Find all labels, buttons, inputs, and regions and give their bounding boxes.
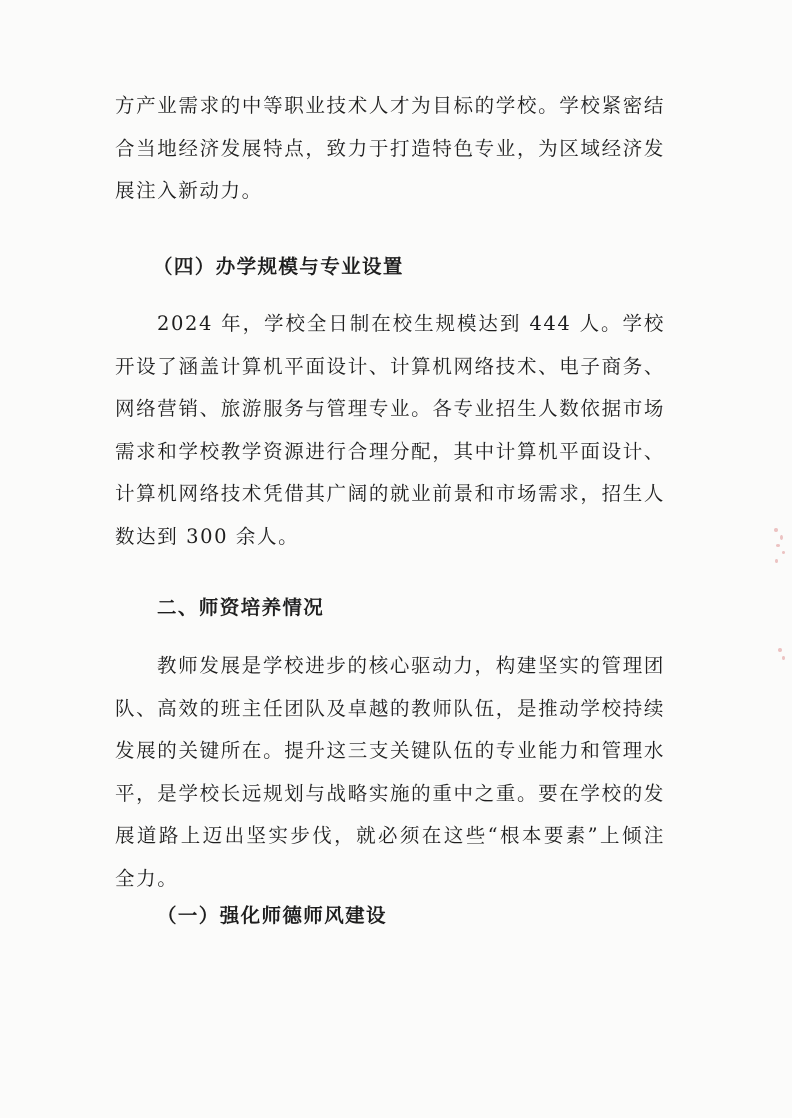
chapter-heading-teacher-training: 二、师资培养情况 bbox=[157, 596, 325, 619]
section-heading-scale-and-majors: （四）办学规模与专业设置 bbox=[153, 255, 404, 278]
paragraph-enrollment-and-majors: 2024 年，学校全日制在校生规模达到 444 人。学校开设了涵盖计算机平面设计、计算机网络技术、电子商务、网络营销、旅游服务与管理专业。各专业招生人数依据市场需求和学校教学资源进行合理分配，其中计算机平面设计、计算机网络技术凭借其广阔的就业前景和市场需求，招生人数达到 300 余人。 bbox=[115, 312, 665, 548]
paragraph-teacher-development: 教师发展是学校进步的核心驱动力，构建坚实的管理团队、高效的班主任团队及卓越的教师队伍，是推动学校持续发展的关键所在。提升这三支关键队伍的专业能力和管理水平，是学校长远规划与战略实施的重中之重。要在学校的发展道路上迈出坚实步伐，就必须在这些“根本要素”上倾注全力。 bbox=[115, 654, 665, 890]
paragraph-school-goal: 方产业需求的中等职业技术人才为目标的学校。学校紧密结合当地经济发展特点，致力于打造特色专业，为区域经济发展注入新动力。 bbox=[115, 94, 665, 202]
section-heading-teacher-ethics: （一）强化师德师风建设 bbox=[157, 904, 387, 927]
